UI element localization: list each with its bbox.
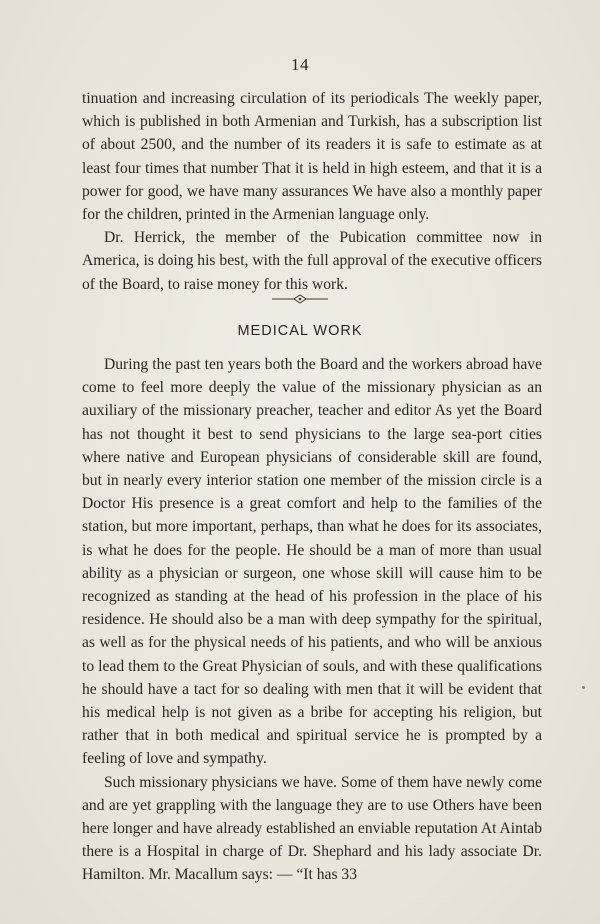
paragraph: During the past ten years both the Board and the workers abroad have come to feel more deeply the value of the missionary physician as an auxiliary of the missionary preacher, teacher and editor As yet the Board has not thought it best to send physicians to the large sea-port cities where native and European physicians of considerable skill are found, but in nearly every interior station one member of the mission circle is a Doctor His presence is a great comfort and help to the families of the station, but more important, perhaps, than what he does for its associates, is what he does for the people. He should be a man of more than usual ability as a physician or surgeon, one whose skill will cause him to be recognized as standing at the head of his profession in the place of his residence. He should also be a man with deep sympathy for the spiritual, as well as for the physical needs of his patients, and who will be anxious to lead them to the Great Physician of souls, and with these qualifications he should have a tact for so dealing with men that it will be evident that his medical help is not given as a bribe for accepting his religion, but rather that in both medical and spiritual service he is prompted by a feeling of love and sympathy. — [82, 356, 542, 768]
ornamental-divider — [270, 292, 330, 306]
paragraph: tinuation and increasing circulation of its periodicals The weekly paper, which is published in both Armenian and Turkish, has a subscription list of about 2500, and the number of its readers it is safe to estimate as at least four times that number That it is held in high esteem, and that it is a power for good, we have many assurances We have also a monthly paper for the children, printed in the Armenian language only. — [82, 90, 542, 224]
paper-speck — [582, 686, 585, 689]
section-heading: MEDICAL WORK — [237, 323, 363, 339]
page-number: 14 — [291, 55, 309, 74]
paragraph: Dr. Herrick, the member of the Pubication committee now in America, is doing his best, with the full approval of the executive officers of the Board, to raise money for this work. — [82, 229, 542, 293]
paragraph: Such missionary physicians we have. Some of them have newly come and are yet grappling with the language they are to use Others have been here longer and have already established an enviable reputation At Aintab there is a Hospital in charge of Dr. Shephard and his lady associate Dr. Hamilton. Mr. Macallum says: — “It has 33 — [82, 773, 542, 884]
text-block-top — [82, 87, 542, 296]
text-block-bottom — [82, 353, 542, 887]
